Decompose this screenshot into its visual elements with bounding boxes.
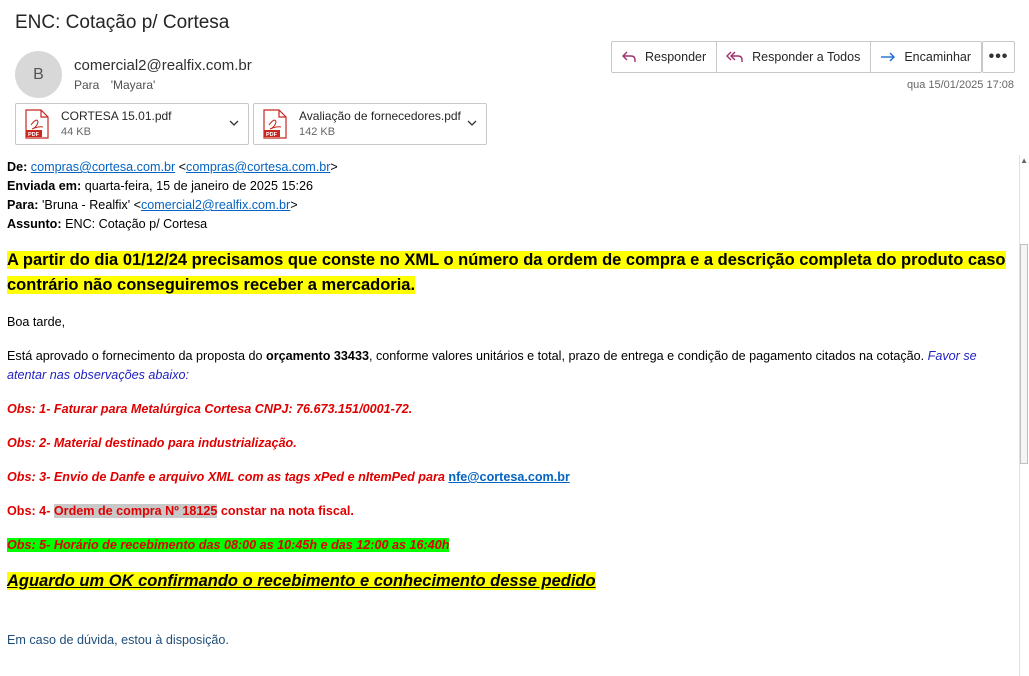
to-label-body: Para: — [7, 198, 39, 212]
recipient-line — [74, 78, 155, 92]
avatar[interactable]: B — [15, 51, 62, 98]
sender-email[interactable]: comercial2@realfix.com.br — [74, 57, 252, 74]
from-label: De: — [7, 160, 28, 174]
greeting: Boa tarde, — [7, 315, 66, 329]
svg-text:PDF: PDF — [266, 132, 277, 138]
notice-text: A partir do dia 01/12/24 precisamos que conste no XML o número da ordem de compra e a descrição completa do produto caso contrário não conseguiremos receber a mercadoria. — [7, 251, 1006, 294]
obs-5 — [7, 536, 1017, 555]
obs-5-text: Obs: 5- Horário de recebimento das 08:00 as 10:45h e das 12:00 as 16:40h — [7, 538, 450, 552]
message-body — [7, 158, 1017, 650]
scroll-up-arrow-icon[interactable]: ▲ — [1020, 156, 1028, 165]
to-value[interactable]: 'Mayara' — [110, 78, 156, 92]
from-line: De: compras@cortesa.com.br <compras@cortesa.com.br> — [7, 160, 338, 174]
forward-label: Encaminhar — [904, 50, 972, 64]
approval-paragraph — [7, 347, 1017, 385]
action-toolbar — [611, 41, 982, 73]
to-email-link[interactable]: comercial2@realfix.com.br — [140, 198, 291, 212]
nfe-email-link[interactable]: nfe@cortesa.com.br — [448, 470, 570, 484]
forward-button[interactable] — [871, 42, 981, 72]
approval-italic: Favor se atentar nas observações abaixo: — [7, 349, 977, 382]
chevron-down-icon[interactable] — [466, 117, 478, 129]
to-label: Para — [74, 78, 100, 92]
reply-all-button[interactable] — [717, 42, 871, 72]
reply-all-icon — [726, 50, 744, 64]
obs-3-text: Obs: 3- Envio de Danfe e arquivo XML com as tags xPed e nItemPed para — [7, 470, 449, 484]
sent-line — [7, 177, 1017, 196]
pdf-icon — [25, 109, 49, 139]
reply-all-label: Responder a Todos — [752, 50, 861, 64]
attachment-size: 44 KB — [61, 126, 91, 138]
subject-label: Assunto: — [7, 217, 62, 231]
pdf-icon — [263, 109, 287, 139]
obs-4-pre: Obs: 4- — [7, 504, 54, 518]
from-email-link-2[interactable]: compras@cortesa.com.br — [186, 160, 331, 174]
obs-4 — [7, 502, 1017, 521]
attachment-name: CORTESA 15.01.pdf — [61, 109, 172, 123]
to-name: 'Bruna - Realfix' — [42, 198, 131, 212]
attachment-card[interactable] — [253, 103, 487, 145]
reply-label: Responder — [645, 50, 707, 64]
approval-post: , conforme valores unitários e total, prazo de entrega e condição de pagamento citados na cotação. — [368, 349, 928, 363]
sent-value: quarta-feira, 15 de janeiro de 2025 15:26 — [84, 179, 313, 193]
obs-4-post: constar na nota fiscal. — [217, 504, 354, 518]
sent-label: Enviada em: — [7, 179, 82, 193]
subject-value: ENC: Cotação p/ Cortesa — [65, 217, 208, 231]
closing-line: Em caso de dúvida, estou à disposição. — [7, 633, 229, 647]
notice-banner — [7, 248, 1017, 298]
obs-4-highlight: Ordem de compra Nº 18125 — [53, 504, 218, 518]
attachment-name: Avaliação de fornecedores.pdf — [299, 109, 461, 123]
aguardo-text: Aguardo um OK confirmando o recebimento e conhecimento desse pedido — [7, 572, 596, 590]
attachment-size: 142 KB — [299, 126, 336, 138]
obs-2: Obs: 2- Material destinado para industrialização. — [7, 436, 297, 450]
chevron-down-icon[interactable] — [228, 117, 240, 129]
svg-text:PDF: PDF — [28, 132, 39, 138]
obs-1: Obs: 1- Faturar para Metalúrgica Cortesa CNPJ: 76.673.151/0001-72. — [7, 402, 413, 416]
subject-line — [7, 215, 1017, 234]
obs-3 — [7, 468, 1017, 487]
scrollbar-thumb[interactable] — [1020, 244, 1028, 464]
to-line: Para: 'Bruna - Realfix' <comercial2@realfix.com.br> — [7, 198, 298, 212]
approval-bold: orçamento 33433 — [266, 349, 369, 363]
received-date: qua 15/01/2025 17:08 — [906, 79, 1014, 91]
reply-icon — [621, 50, 637, 64]
email-subject: ENC: Cotação p/ Cortesa — [15, 12, 230, 33]
from-email-link[interactable]: compras@cortesa.com.br — [30, 160, 176, 174]
confirmation-request — [7, 572, 1017, 591]
more-actions-button[interactable]: ••• — [982, 41, 1015, 73]
reply-button[interactable] — [612, 42, 717, 72]
attachment-card[interactable] — [15, 103, 249, 145]
approval-pre: Está aprovado o fornecimento da proposta do — [7, 349, 267, 363]
forward-icon — [880, 50, 896, 64]
